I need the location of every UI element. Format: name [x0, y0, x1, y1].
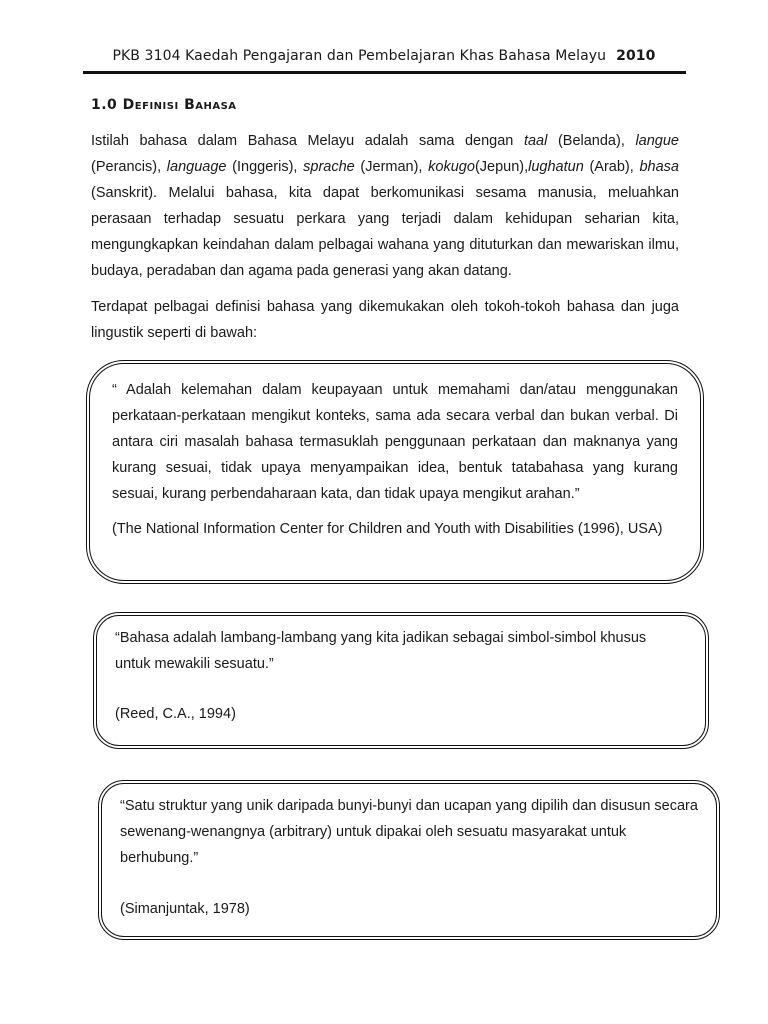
text-run: (Inggeris), — [226, 158, 304, 175]
term-bhasa: bhasa — [639, 158, 679, 175]
term-kokugo: kokugo — [428, 158, 475, 175]
text-run: (Jerman), — [354, 158, 429, 175]
paragraph-definitions-lead: Terdapat pelbagai definisi bahasa yang dikemukakan oleh tokoh-tokoh bahasa dan juga lingustik seperti di bawah: — [91, 299, 679, 341]
term-taal: taal — [523, 133, 548, 149]
definition-source: (The National Information Center for Children and Youth with Disabilities (1996), USA) — [112, 521, 663, 537]
header-year: 2010 — [616, 48, 656, 64]
page-header — [84, 48, 684, 64]
definition-box-3 — [98, 780, 720, 940]
header-rule — [83, 71, 686, 74]
text-run: (Belanda), — [547, 133, 636, 149]
text-run: (Sanskrit). Melalui bahasa, kita dapat berkomunikasi sesama manusia, meluahkan perasaan terhadap sesuatu perkara yang terjadi dalam kehidupan seharian kita, mengungkapkan keindahan dalam pelbagai wahana yang dituturkan dan mewariskan ilmu, budaya, peradaban dan agama pada generasi yang akan datang. — [91, 184, 679, 279]
definition-box-1 — [86, 360, 704, 584]
text-run: Istilah bahasa dalam Bahasa Melayu adalah sama dengan — [91, 133, 524, 149]
text-run: (Perancis), — [91, 158, 167, 175]
term-lughatun: lughatun — [528, 158, 584, 175]
text-run: (Jepun), — [474, 158, 529, 175]
paragraph-definition-intro — [91, 129, 679, 284]
definition-quote: “Satu struktur yang unik daripada bunyi-bunyi dan ucapan yang dipilih dan disusun secara sewenang-wenangnya (arbitrary) untuk dipakai oleh sesuatu masyarakat untuk berhubung.” — [120, 798, 698, 866]
definition-source: (Simanjuntak, 1978) — [120, 901, 250, 917]
term-language: language — [166, 158, 227, 175]
section-heading: 1.0 Definisi Bahasa — [91, 97, 237, 113]
term-langue: langue — [635, 133, 679, 149]
definition-source: (Reed, C.A., 1994) — [115, 706, 236, 722]
definition-box-2 — [93, 612, 709, 749]
definition-quote: “Bahasa adalah lambang-lambang yang kita jadikan sebagai simbol-simbol khusus untuk mewakili sesuatu.” — [115, 630, 647, 672]
text-run: (Arab), — [583, 158, 640, 175]
definition-quote: “ Adalah kelemahan dalam keupayaan untuk memahami dan/atau menggunakan perkataan-perkataan mengikut konteks, sama ada secara verbal dan bukan verbal. Di antara ciri masalah bahasa termasuklah penggunaan perkataan dan maknanya yang kurang sesuai, tidak upaya menyampaikan idea, bentuk tatabahasa yang kurang sesuai, kurang perbendaharaan kata, dan tidak upaya mengikut arahan.” — [112, 382, 678, 502]
header-title: PKB 3104 Kaedah Pengajaran dan Pembelajaran Khas Bahasa Melayu — [112, 48, 607, 64]
term-sprache: sprache — [303, 158, 355, 175]
